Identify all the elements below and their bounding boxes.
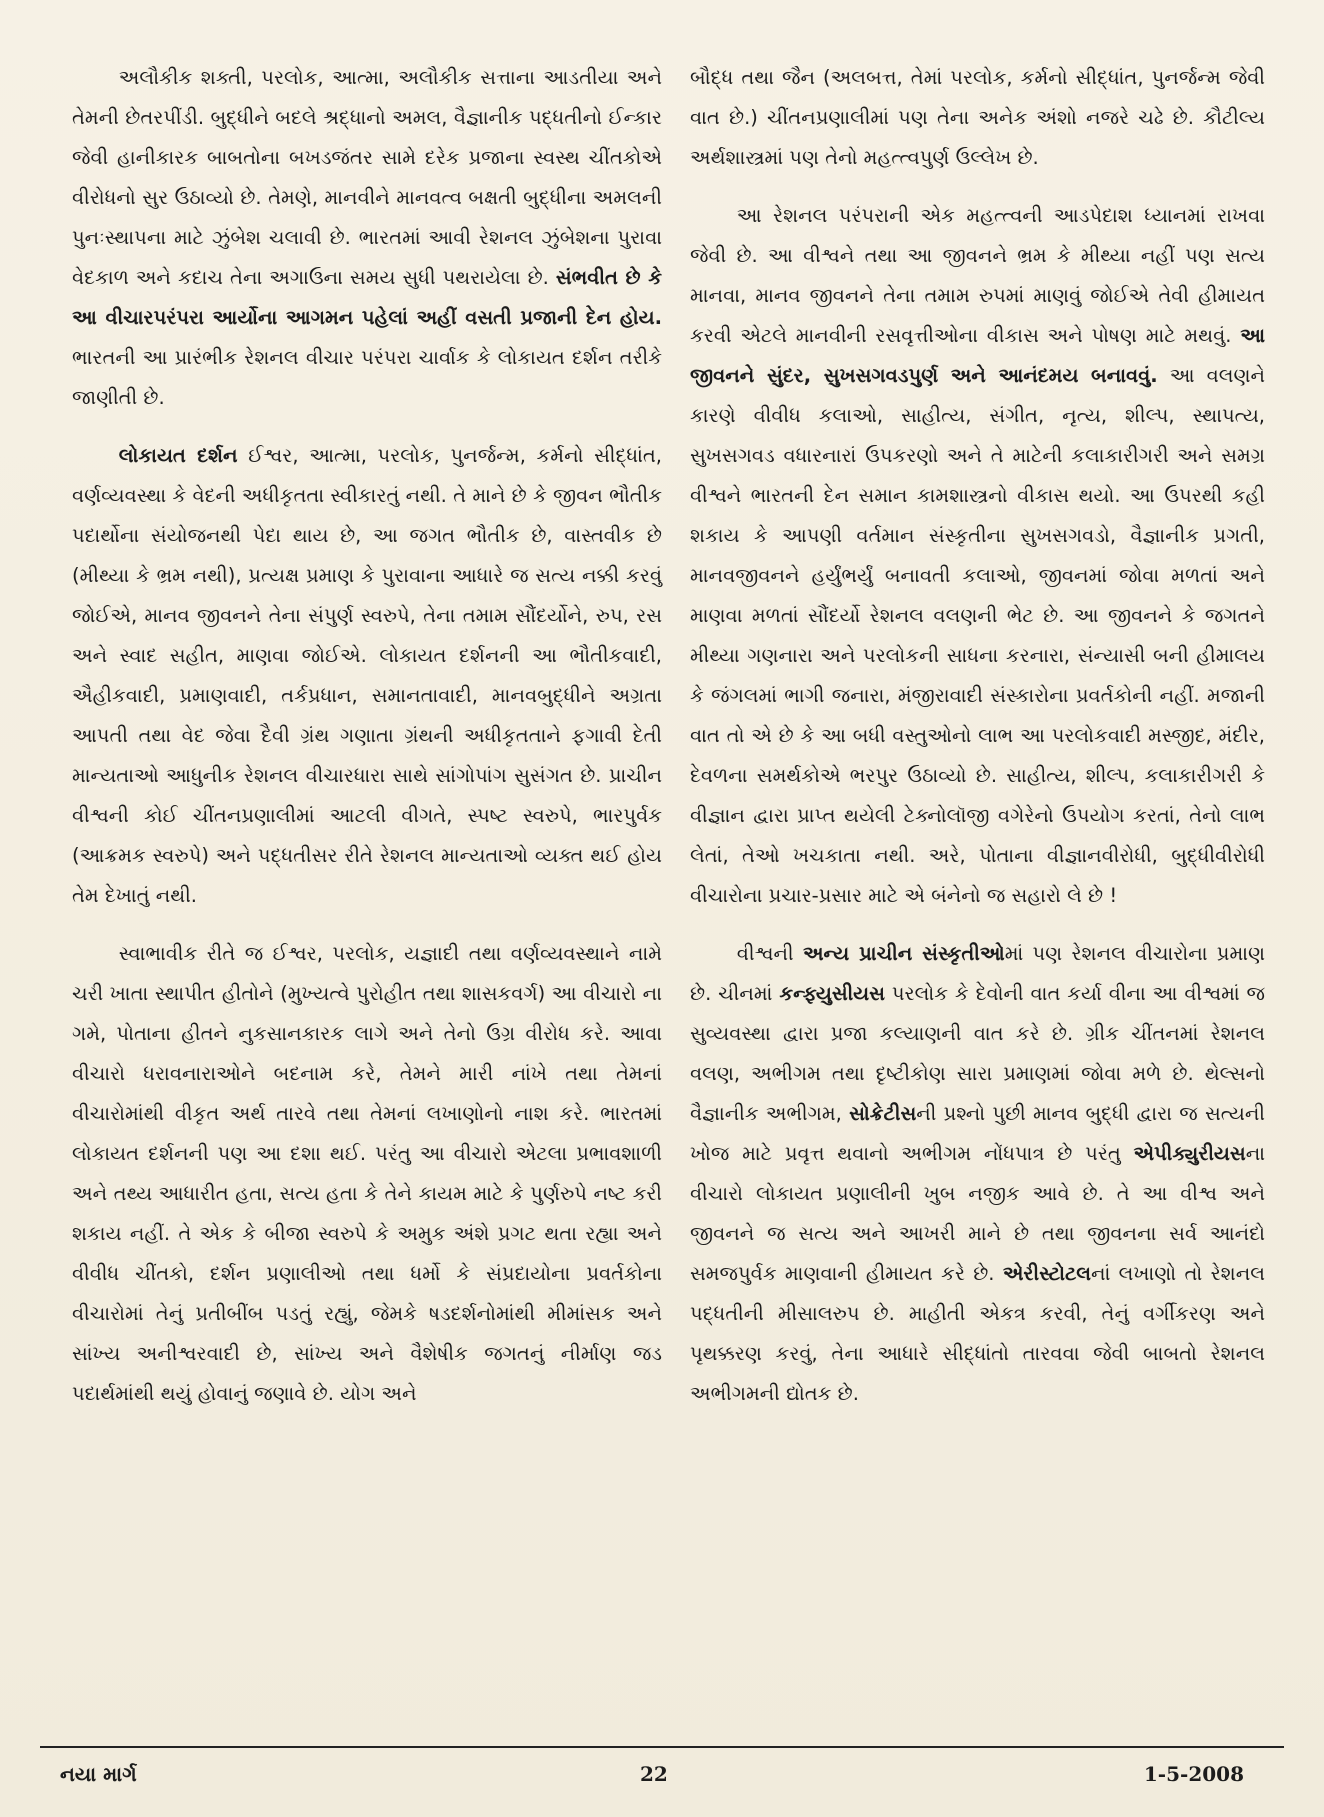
text-run: માં પણ રેશનલ વીચારોના પ્રમાણ છે. ચીનમાં bbox=[690, 942, 1266, 1005]
text-run: વીશ્વની bbox=[736, 942, 803, 965]
left-column bbox=[72, 58, 662, 1414]
text-run: નાં લખાણો તો રેશનલ પદ્ધતીની મીસાલરુપ છે. માહીતી એકત્ર કરવી, તેનું વર્ગીકરણ અને પૃથક્કરણ કરવું, તેના આધારે સીદ્ધાંતો તારવવા જેવી બાબતો રેશનલ અભીગમની દ્યોતક છે. bbox=[690, 1262, 1265, 1405]
bold-text: અન્ય પ્રાચીન સંસ્કૃતીઓ bbox=[802, 942, 1005, 965]
paragraph bbox=[690, 196, 1265, 916]
paragraph bbox=[72, 934, 662, 1414]
bold-text: એરીસ્ટોટલ bbox=[1002, 1262, 1092, 1285]
right-column bbox=[690, 58, 1265, 1414]
footer-divider bbox=[40, 1746, 1284, 1748]
text-run: બૌદ્ધ તથા જૈન (અલબત્ત, તેમાં પરલોક, કર્મનો સીદ્ધાંત, પુનર્જન્મ જેવી વાત છે.) ચીંતનપ્રણાલીમાં પણ તેના અનેક અંશો નજરે ચઢે છે. કૌટીલ્ય અર્થશાસ્ત્રમાં પણ તેનો મહત્ત્વપુર્ણ ઉલ્લેખ છે. bbox=[690, 66, 1265, 169]
text-run: ની પ્રશ્નો પુછી માનવ બુદ્ધી દ્વારા જ સત્યની ખોજ માટે પ્રવૃત્ત થવાનો અભીગમ નોંધપાત્ર છે પરંતુ bbox=[690, 1102, 1265, 1165]
text-run: આ વલણને કારણે વીવીધ કલાઓ, સાહીત્ય, સંગીત, નૃત્ય, શીલ્પ, સ્થાપત્ય, સુખસગવડ વધારનારાં ઉપકરણો અને તે માટેની કલાકારીગરી અને સમગ્ર વીશ્વને ભારતની દેન સમાન કામશાસ્ત્રનો વીકાસ થયો. આ ઉપરથી કહી શકાય કે આપણી વર્તમાન સંસ્કૃતીના સુખસગવડો, વૈજ્ઞાનીક પ્રગતી, માનવજીવનને હર્યુંભર્યું બનાવતી કલાઓ, જીવનમાં જોવા મળતાં અને માણવા મળતાં સૌંદર્યો રેશનલ વલણની ભેટ છે. આ જીવનને કે જગતને મીથ્યા ગણનારા અને પરલોકની સાધના કરનારા, સંન્યાસી બની હીમાલય કે જંગલમાં ભાગી જનારા, મંજીરાવાદી સંસ્કારોના પ્રવર્તકોની નહીં. મજાની વાત તો એ છે કે આ બધી વસ્તુઓનો લાભ આ પરલોકવાદી મસ્જીદ, મંદીર, દેવળના સમર્થકોએ ભરપુર ઉઠાવ્યો છે. સાહીત્ય, શીલ્પ, કલાકારીગરી કે વીજ્ઞાન દ્વારા પ્રાપ્ત થયેલી ટેક્નોલૉજી વગેરેનો ઉપયોગ કરતાં, તેનો લાભ લેતાં, તેઓ ખચકાતા નથી. અરે, પોતાના વીજ્ઞાનવીરોધી, બુદ્ધીવીરોધી વીચારોના પ્રચાર-પ્રસાર માટે એ બંનેનો જ સહારો લે છે ! bbox=[690, 364, 1265, 907]
paragraph bbox=[690, 58, 1265, 178]
magazine-name: નયા માર્ગ bbox=[60, 1762, 137, 1786]
text-run: અલૌકીક શક્તી, પરલોક, આત્મા, અલૌકીક સત્તાના આડતીયા અને તેમની છેતરપીંડી. બુદ્ધીને બદલે શ્રદ્ધાનો અમલ, વૈજ્ઞાનીક પદ્ધતીનો ઈન્કાર જેવી હાનીકારક બાબતોના બખડજંતર સામે દરેક પ્રજાના સ્વસ્થ ચીંતકોએ વીરોધનો સુર ઉઠાવ્યો છે. તેમણે, માનવીને માનવત્વ બક્ષતી બુદ્ધીના અમલની પુનઃસ્થાપના માટે ઝુંબેશ ચલાવી છે. ભારતમાં આવી રેશનલ ઝુંબેશના પુરાવા વેદકાળ અને કદાચ તેના અગાઉના સમય સુધી પથરાયેલા છે. bbox=[72, 66, 662, 289]
page-number: 22 bbox=[640, 1762, 668, 1786]
bold-text: લોકાયત દર્શન bbox=[118, 444, 238, 467]
bold-text: એપીક્યુરીયસ bbox=[1133, 1142, 1246, 1165]
text-run: ના વીચારો લોકાયત પ્રણાલીની ખુબ નજીક આવે છે. તે આ વીશ્વ અને જીવનને જ સત્ય અને આખરી માને છે તથા જીવનના સર્વ આનંદો સમજપુર્વક માણવાની હીમાયત કરે છે. bbox=[690, 1142, 1265, 1285]
text-run: આ રેશનલ પરંપરાની એક મહત્ત્વની આડપેદાશ ધ્યાનમાં રાખવા જેવી છે. આ વીશ્વને તથા આ જીવનને ભ્રમ કે મીથ્યા નહીં પણ સત્ય માનવા, માનવ જીવનને તેના તમામ રુપમાં માણવું જોઈએ તેવી હીમાયત કરવી એટલે માનવીની રસવૃત્તીઓના વીકાસ અને પોષણ માટે મથવું. bbox=[690, 204, 1265, 347]
text-run: ઈશ્વર, આત્મા, પરલોક, પુનર્જન્મ, કર્મનો સીદ્ધાંત, વર્ણવ્યવસ્થા કે વેદની અધીકૃતતા સ્વીકારતું નથી. તે માને છે કે જીવન ભૌતીક પદાર્થોના સંયોજનથી પેદા થાય છે, આ જગત ભૌતીક છે, વાસ્તવીક છે (મીથ્યા કે ભ્રમ નથી), પ્રત્યક્ષ પ્રમાણ કે પુરાવાના આધારે જ સત્ય નક્કી કરવું જોઈએ, માનવ જીવનને તેના સંપુર્ણ સ્વરુપે, તેના તમામ સૌંદર્યોને, રુપ, રસ અને સ્વાદ સહીત, માણવા જોઈએ. લોકાયત દર્શનની આ ભૌતીકવાદી, ઐહીકવાદી, પ્રમાણવાદી, તર્કપ્રધાન, સમાનતાવાદી, માનવબુદ્ધીને અગ્રતા આપતી તથા વેદ જેવા દૈવી ગ્રંથ ગણાતા ગ્રંથની અધીકૃતતાને ફગાવી દેતી માન્યતાઓ આધુનીક રેશનલ વીચારધારા સાથે સાંગોપાંગ સુસંગત છે. પ્રાચીન વીશ્વની કોઈ ચીંતનપ્રણાલીમાં આટલી વીગતે, સ્પષ્ટ સ્વરુપે, ભારપુર્વક (આક્રમક સ્વરુપે) અને પદ્ધતીસર રીતે રેશનલ માન્યતાઓ વ્યક્ત થઈ હોય તેમ દેખાતું નથી. bbox=[72, 444, 663, 907]
text-run: સ્વાભાવીક રીતે જ ઈશ્વર, પરલોક, યજ્ઞાદી તથા વર્ણવ્યવસ્થાને નામે ચરી ખાતા સ્થાપીત હીતોને (મુખ્યત્વે પુરોહીત તથા શાસકવર્ગ) આ વીચારો ના ગમે, પોતાના હીતને નુકસાનકારક લાગે અને તેનો ઉગ્ર વીરોધ કરે. આવા વીચારો ધરાવનારાઓને બદનામ કરે, તેમને મારી નાંખે તથા તેમનાં વીચારોમાંથી વીકૃત અર્થ તારવે તથા તેમનાં લખાણોનો નાશ કરે. ભારતમાં લોકાયત દર્શનની પણ આ દશા થઈ. પરંતુ આ વીચારો એટલા પ્રભાવશાળી અને તથ્ય આધારીત હતા, સત્ય હતા કે તેને કાયમ માટે કે પુર્ણરુપે નષ્ટ કરી શકાય નહીં. તે એક કે બીજા સ્વરુપે કે અમુક અંશે પ્રગટ થતા રહ્યા અને વીવીધ ચીંતકો, દર્શન પ્રણાલીઓ તથા ધર્મો કે સંપ્રદાયોના પ્રવર્તકોના વીચારોમાં તેનું પ્રતીબીંબ પડતું રહ્યું, જેમકે ષડદર્શનોમાંથી મીમાંસક અને સાંખ્ય અનીશ્વરવાદી છે, સાંખ્ય અને વૈશેષીક જગતનું નીર્માણ જડ પદાર્થમાંથી થયું હોવાનું જણાવે છે. યોગ અને bbox=[72, 942, 662, 1405]
bold-text: આ જીવનને સુંદર, સુખસગવડપુર્ણ અને આનંદમય બનાવવું. bbox=[690, 324, 1265, 387]
paragraph bbox=[690, 934, 1265, 1414]
text-run: ભારતની આ પ્રારંભીક રેશનલ વીચાર પરંપરા ચાર્વાક કે લોકાયત દર્શન તરીકે જાણીતી છે. bbox=[72, 346, 662, 409]
text-run: પરલોક કે દેવોની વાત કર્યા વીના આ વીશ્વમાં જ સુવ્યવસ્થા દ્વારા પ્રજા કલ્યાણની વાત કરે છે. ગ્રીક ચીંતનમાં રેશનલ વલણ, અભીગમ તથા દૃષ્ટીકોણ સારા પ્રમાણમાં જોવા મળે છે. થેલ્સનો વૈજ્ઞાનીક અભીગમ, bbox=[690, 982, 1266, 1125]
bold-text: કન્ફ્યુસીયસ bbox=[779, 982, 885, 1005]
paragraph bbox=[72, 58, 662, 418]
bold-text: સંભવીત છે કે આ વીચારપરંપરા આર્યોના આગમન પહેલાં અહીં વસતી પ્રજાની દેન હોય. bbox=[72, 266, 662, 329]
bold-text: સોક્રેટીસ bbox=[849, 1102, 917, 1125]
paragraph bbox=[72, 436, 662, 916]
issue-date: 1-5-2008 bbox=[1143, 1762, 1244, 1786]
